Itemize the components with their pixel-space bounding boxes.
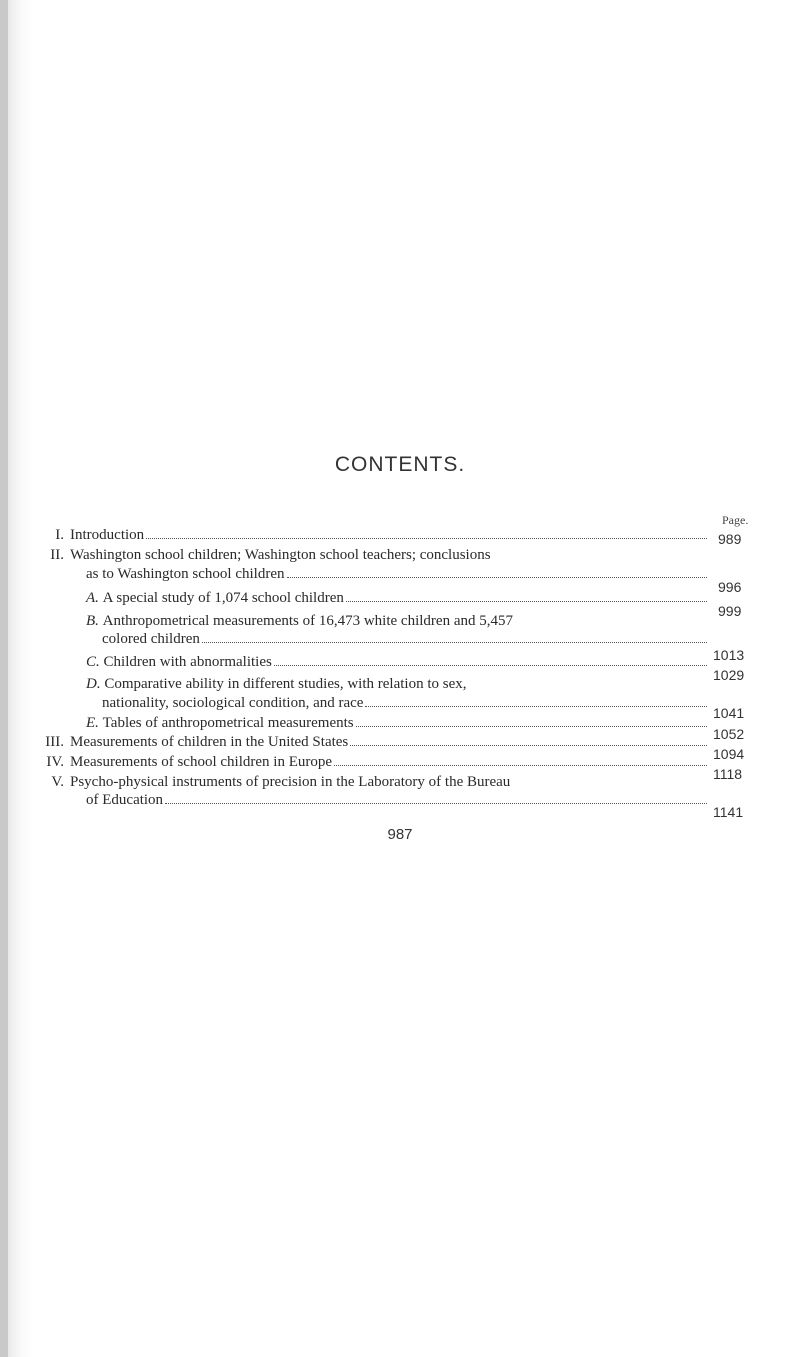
dot-leader: [346, 600, 707, 602]
dot-leader: [287, 576, 708, 578]
toc-entry-title-line1: Washington school children; Washington school teachers; conclusions: [70, 547, 491, 563]
toc-numeral: I.: [55, 527, 64, 543]
toc-entry-title: Tables of anthropometrical measurements: [102, 715, 354, 731]
toc-numeral: III.: [45, 734, 64, 750]
page-column-label: Page.: [722, 513, 749, 527]
toc-entry-title: Comparative ability in different studies, with relation to sex,: [104, 676, 467, 692]
toc-entry-title-line1: [86, 675, 467, 693]
toc-entry-title-line1: [86, 612, 513, 630]
toc-letter: D.: [86, 676, 101, 692]
toc-page-number: 1094: [713, 746, 745, 762]
dot-leader: [334, 764, 707, 766]
toc-entry-title-line2: of Education: [86, 792, 164, 808]
toc-page-number: 996: [718, 579, 742, 595]
toc-page-number: 1141: [713, 804, 744, 820]
toc-entry-title: Measurements of school children in Europe: [70, 754, 333, 770]
dot-leader: [274, 664, 707, 666]
toc-page-number: 1029: [713, 667, 745, 683]
dot-leader: [202, 641, 707, 643]
toc-page-number: 1052: [713, 726, 745, 742]
dot-leader: [146, 537, 707, 539]
toc-page-number: 989: [718, 531, 742, 547]
dot-leader: [165, 802, 707, 804]
toc-entry-title-line2: nationality, sociological condition, and race: [102, 695, 364, 711]
toc-entry-title-line2: as to Washington school children: [86, 566, 285, 582]
toc-entry-title-line2: colored children: [102, 631, 200, 647]
dot-leader: [365, 705, 707, 707]
toc-entry-title: Introduction: [70, 527, 145, 543]
contents-title: CONTENTS.: [334, 453, 466, 476]
toc-entry-title: Children with abnormalities: [103, 654, 272, 670]
toc-entry-title: Measurements of children in the United States: [70, 734, 349, 750]
toc-numeral: V.: [51, 774, 64, 790]
toc-letter: E.: [86, 715, 99, 731]
dot-leader: [356, 725, 707, 727]
toc-entry-title: Anthropometrical measurements of 16,473 white children and 5,457: [102, 613, 513, 629]
toc-entry-title-line1: Psycho-physical instruments of precision in the Laboratory of the Bureau: [70, 774, 511, 790]
toc-page-number: 1118: [713, 766, 743, 782]
toc-page-number: 999: [718, 603, 742, 619]
toc-letter: B.: [86, 613, 99, 629]
toc-letter: C.: [86, 654, 100, 670]
toc-numeral: IV.: [46, 754, 64, 770]
toc-entry-title: A special study of 1,074 school children: [102, 590, 344, 606]
toc-page-number: 1041: [713, 705, 745, 721]
toc-numeral: II.: [50, 547, 64, 563]
toc-letter: A.: [86, 590, 99, 606]
toc-page-number: 1013: [713, 647, 745, 663]
folio-page-number: 987: [387, 826, 413, 843]
dot-leader: [350, 744, 707, 746]
page-edge-shadow: [0, 0, 8, 1357]
